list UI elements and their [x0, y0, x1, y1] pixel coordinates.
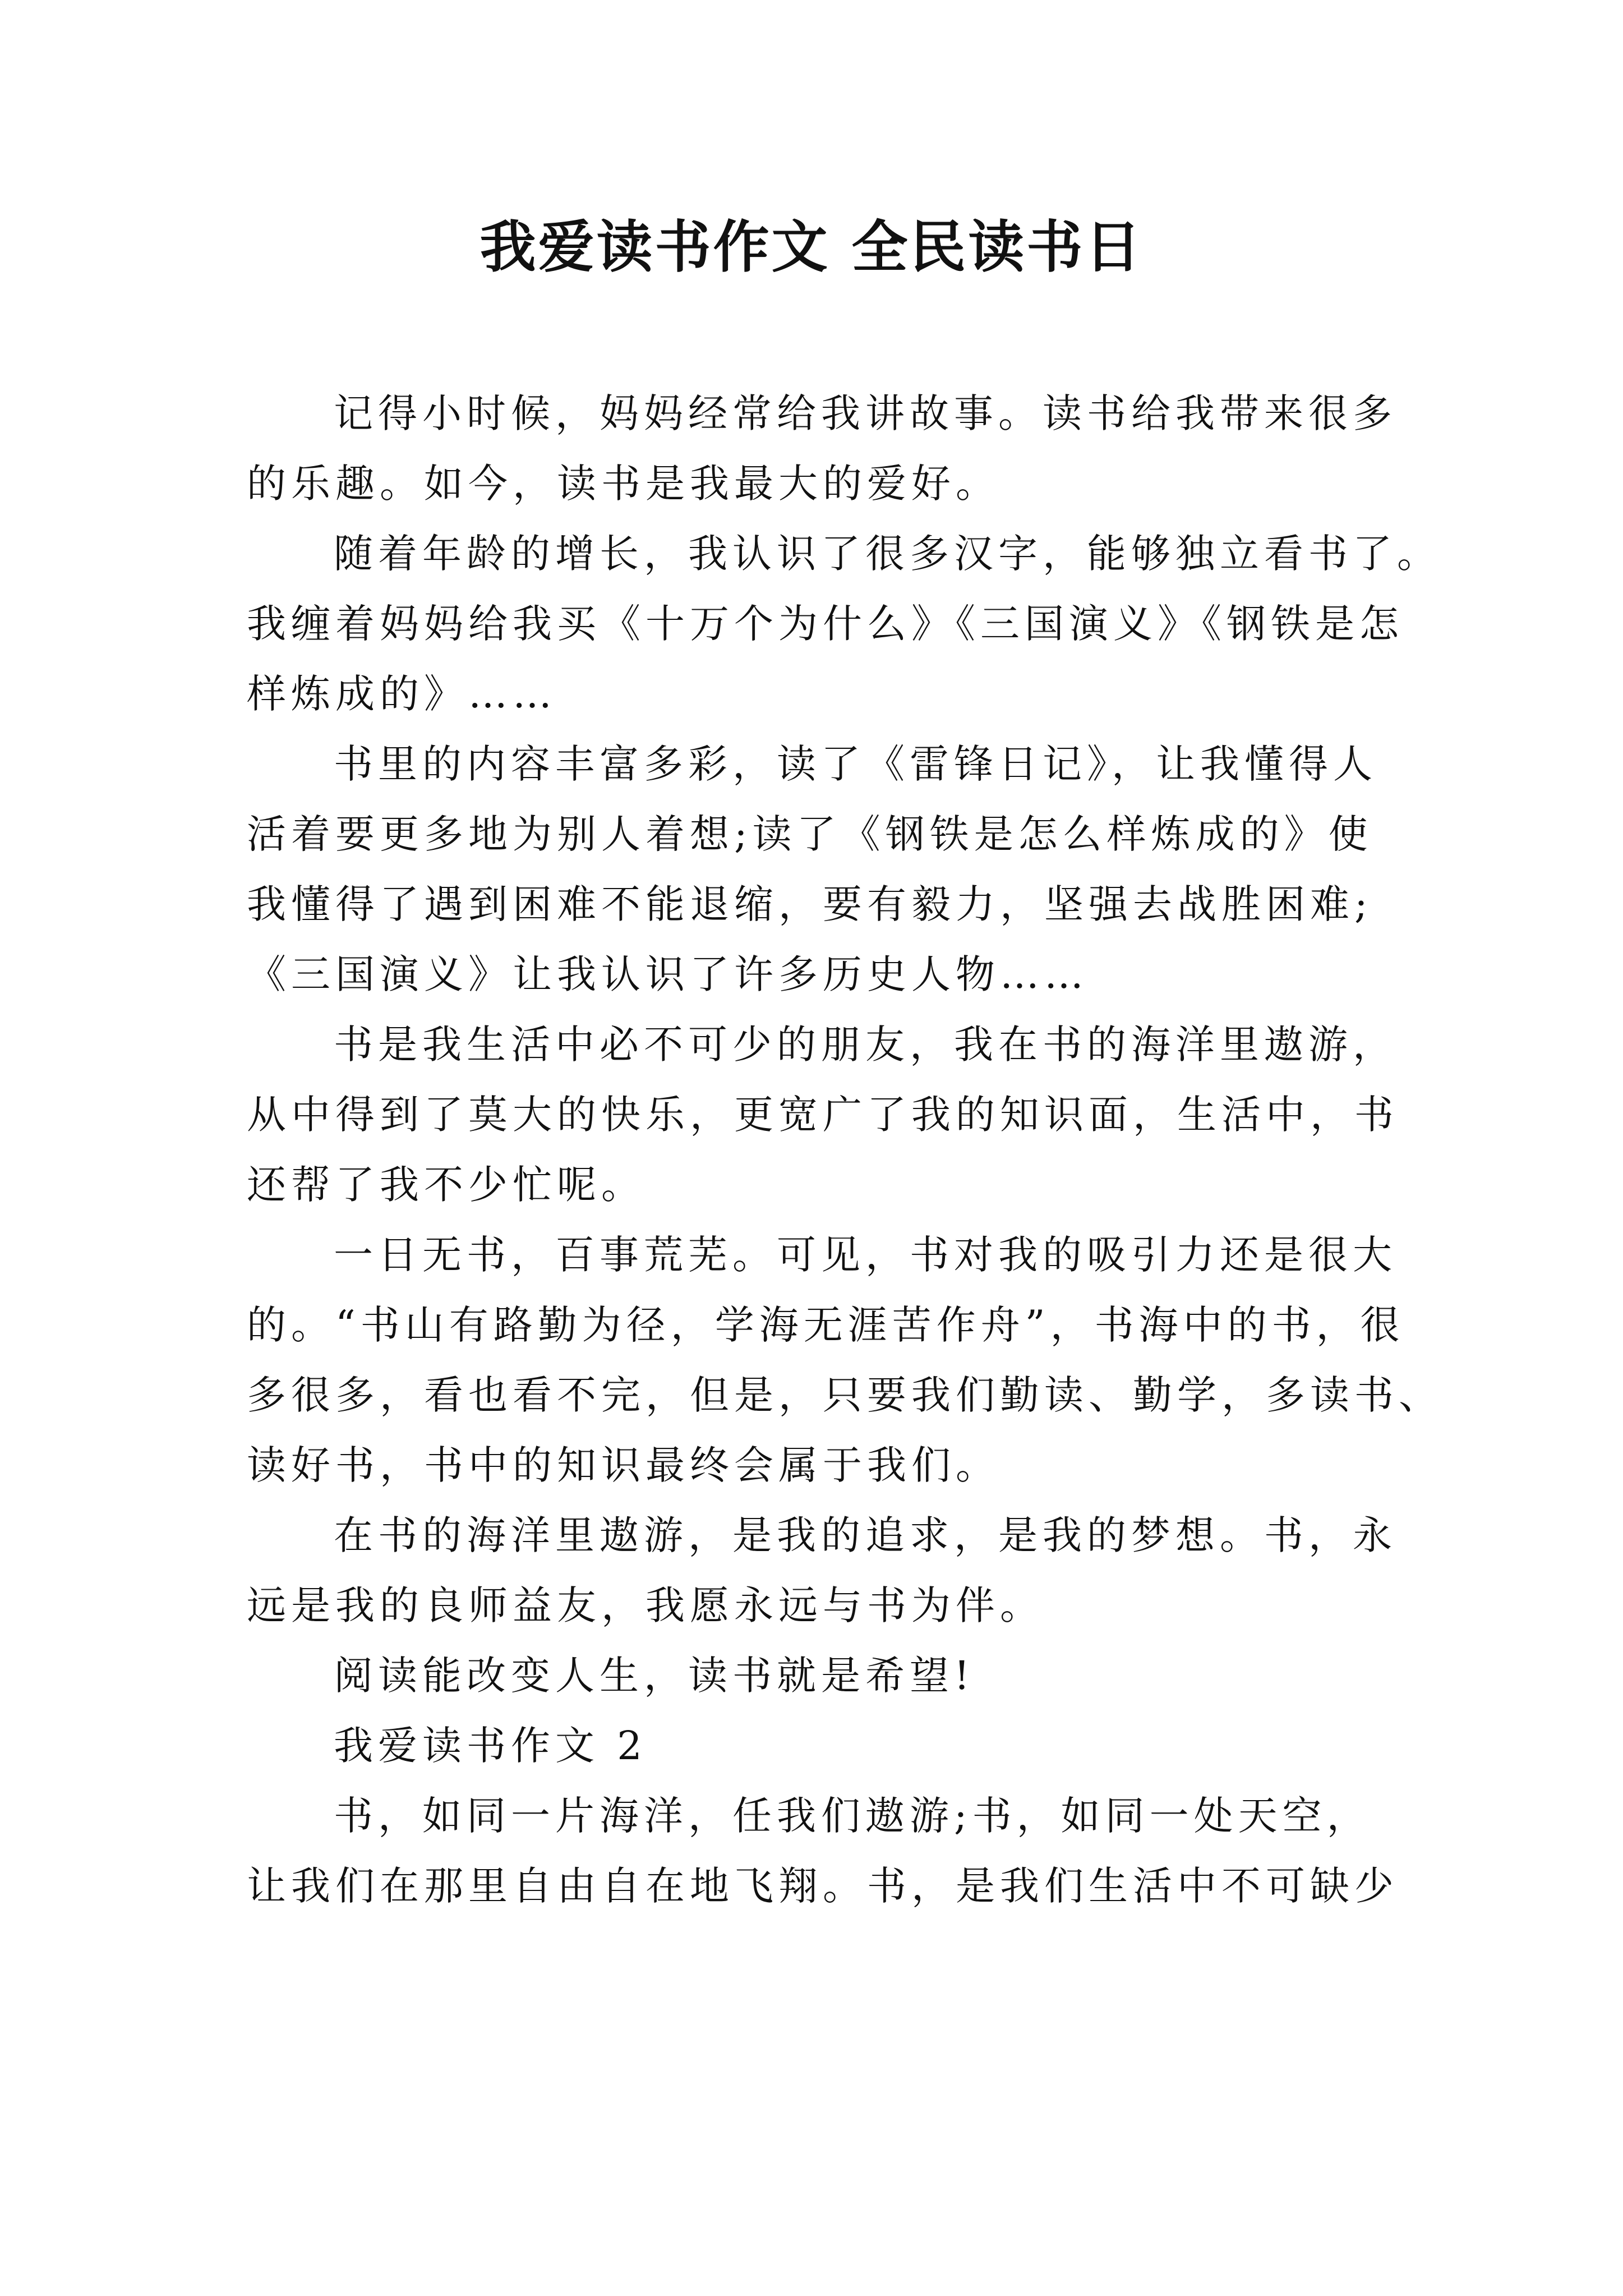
document-body — [247, 379, 1443, 1921]
text-line: 从中得到了莫大的快乐，更宽广了我的知识面，生活中，书 — [247, 1092, 1399, 1138]
text-line: 我懂得了遇到困难不能退缩，要有毅力，坚强去战胜困难; — [247, 881, 1373, 927]
text-line: 一日无书，百事荒芜。可见，书对我的吸引力还是很大 — [334, 1232, 1397, 1278]
text-line: 《三国演义》让我认识了许多历史人物…… — [247, 951, 1089, 997]
text-line: 在书的海洋里遨游，是我的追求，是我的梦想。书，永 — [334, 1512, 1397, 1558]
text-line: 远是我的良师益友，我愿永远与书为伴。 — [247, 1582, 1044, 1628]
text-line: 活着要更多地为别人着想;读了《钢铁是怎么样炼成的》使 — [247, 811, 1373, 857]
text-line: 记得小时候，妈妈经常给我讲故事。读书给我带来很多 — [334, 390, 1397, 436]
text-line: 书是我生活中必不可少的朋友，我在书的海洋里遨游， — [334, 1022, 1397, 1068]
text-line: 还帮了我不少忙呢。 — [247, 1162, 645, 1208]
document-title: 我爱读书作文 全民读书日 — [479, 214, 1144, 280]
text-line: 书里的内容丰富多彩，读了《雷锋日记》，让我懂得人 — [334, 741, 1377, 787]
text-line: 我缠着妈妈给我买《十万个为什么》《三国演义》《钢铁是怎 — [247, 601, 1404, 647]
text-line: 让我们在那里自由自在地飞翔。书，是我们生活中不可缺少 — [247, 1863, 1399, 1909]
text-line: 读好书，书中的知识最终会属于我们。 — [247, 1442, 1000, 1488]
text-line: 书，如同一片海洋，任我们遨游;书，如同一处天空， — [334, 1793, 1371, 1839]
text-line: 随着年龄的增长，我认识了很多汉字，能够独立看书了。 — [334, 531, 1441, 577]
text-line: 的乐趣。如今，读书是我最大的爱好。 — [247, 461, 1000, 507]
text-line: 样炼成的》…… — [247, 671, 557, 717]
text-line: 我爱读书作文 2 — [334, 1723, 647, 1769]
text-line: 的。“书山有路勤为径，学海无涯苦作舟”，书海中的书，很 — [247, 1302, 1405, 1348]
text-line: 多很多，看也看不完，但是，只要我们勤读、勤学，多读书、 — [247, 1372, 1443, 1418]
text-line: 阅读能改变人生，读书就是希望! — [334, 1653, 975, 1699]
